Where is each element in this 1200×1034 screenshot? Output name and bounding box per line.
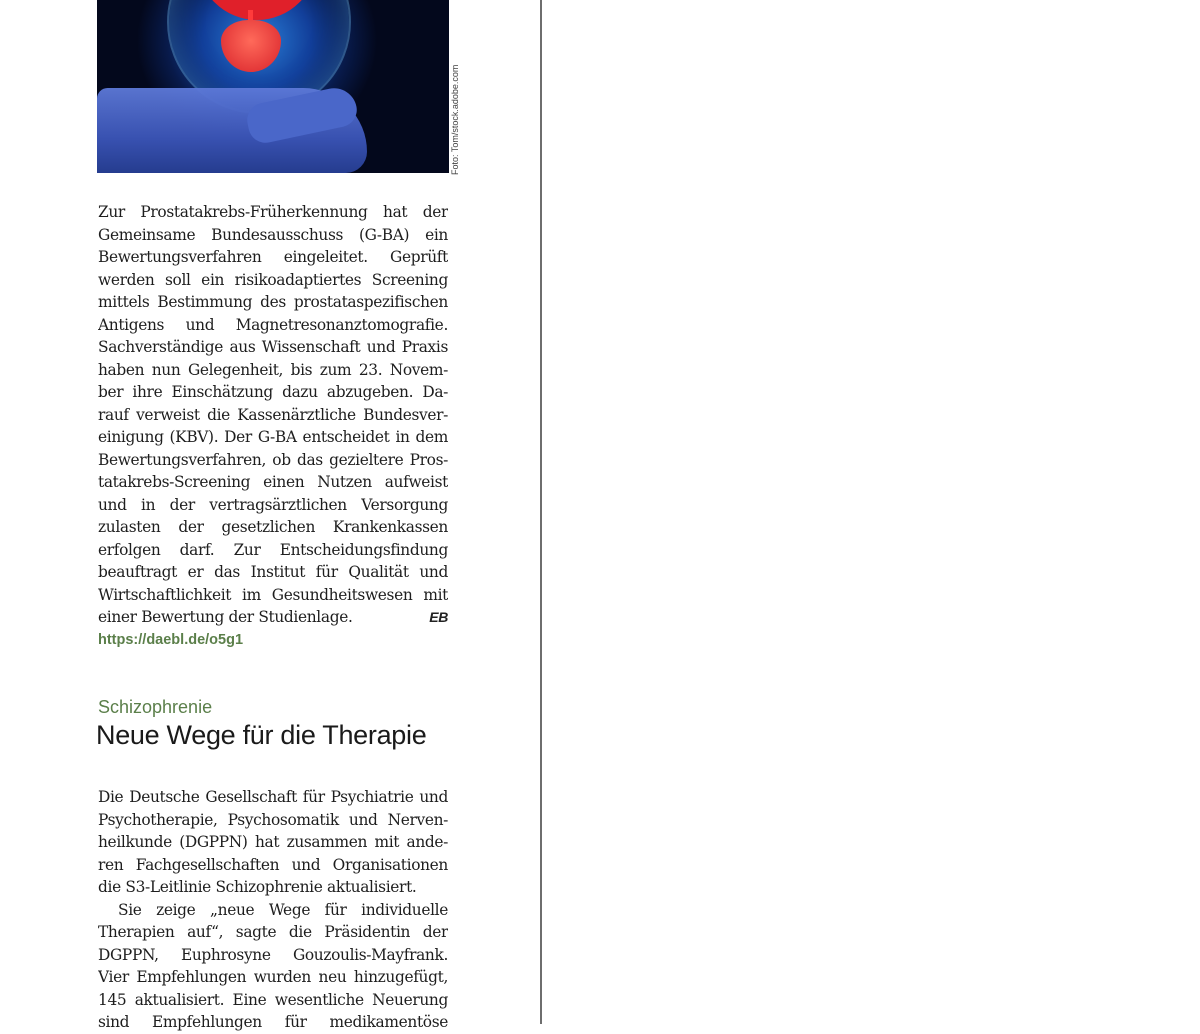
text-line: Psychotherapie, Psychosomatik und Nerven-: [98, 810, 448, 829]
text-line: ren Fachgesellschaften und Organisationen: [98, 855, 448, 874]
text-line: Sie zeige „neue Wege für individuelle: [118, 900, 448, 919]
text-line: einer Bewertung der Studienlage.: [98, 608, 353, 626]
text-line: die S3-Leitlinie Schizophrenie aktualisiert.: [98, 878, 417, 896]
text-line: haben nun Gelegenheit, bis zum 23. Novem-: [98, 360, 448, 379]
text-line: DGPPN, Euphrosyne Gouzoulis-Mayfrank.: [98, 945, 448, 964]
text-line: werden soll ein risikoadaptiertes Screening: [98, 270, 448, 289]
text-line: Zur Prostatakrebs-Früherkennung hat der: [98, 203, 448, 221]
text-line: erfolgen darf. Zur Entscheidungsfindung: [98, 540, 448, 559]
text-line: Vier Empfehlungen wurden neu hinzugefügt,: [98, 968, 448, 986]
article-schizophrenia-body: [98, 786, 448, 1034]
article-schizophrenia: [98, 697, 448, 751]
text-line: Die Deutsche Gesellschaft für Psychiatrie und: [98, 788, 448, 806]
text-line: Bewertungsverfahren eingeleitet. Geprüft: [98, 248, 448, 266]
text-line: Gemeinsame Bundesausschuss (G-BA) ein: [98, 225, 448, 244]
text-line: und in der vertragsärztlichen Versorgung: [98, 495, 448, 514]
article-headline: Neue Wege für die Therapie: [96, 720, 427, 750]
text-line: ber ihre Einschätzung dazu abzugeben. Da-: [98, 383, 448, 401]
text-line: 145 aktualisiert. Eine wesentliche Neuerung: [98, 990, 448, 1009]
text-line: Wirtschaftlichkeit im Gesundheitswesen mit: [98, 585, 448, 604]
article-body: [98, 786, 448, 1034]
column-divider: [540, 0, 542, 1024]
article-kicker: Schizophrenie: [98, 697, 213, 717]
byline-row: [98, 606, 448, 629]
article-link[interactable]: https://daebl.de/o5g1: [98, 631, 244, 648]
article-photo: [97, 0, 449, 173]
text-line: Sachverständige aus Wissenschaft und Praxis: [98, 338, 448, 356]
text-line: einigung (KBV). Der G-BA entscheidet in dem: [98, 428, 448, 446]
text-line: sind Empfehlungen für medikamentöse: [98, 1013, 448, 1031]
article-body: [98, 201, 448, 629]
text-line: Antigens und Magnetresonanztomografie.: [98, 315, 448, 334]
article-prostate-screening: [98, 201, 448, 651]
text-line: rauf verweist die Kassenärztliche Bundesver-: [98, 405, 448, 424]
text-line: Therapien auf“, sagte die Präsidentin der: [98, 923, 448, 941]
text-line: beauftragt er das Institut für Qualität und: [98, 563, 448, 581]
text-line: zulasten der gesetzlichen Krankenkassen: [98, 518, 448, 536]
text-line: tatakrebs-Screening einen Nutzen aufweist: [98, 473, 448, 491]
photo-credit: Foto: Tom/stock.adobe.com: [450, 64, 460, 175]
text-line: mittels Bestimmung des prostataspezifischen: [98, 293, 448, 311]
author-initials: EB: [429, 609, 448, 625]
text-line: Bewertungsverfahren, ob das gezieltere Pros-: [98, 450, 448, 469]
text-line: heilkunde (DGPPN) hat zusammen mit ande-: [98, 833, 448, 851]
